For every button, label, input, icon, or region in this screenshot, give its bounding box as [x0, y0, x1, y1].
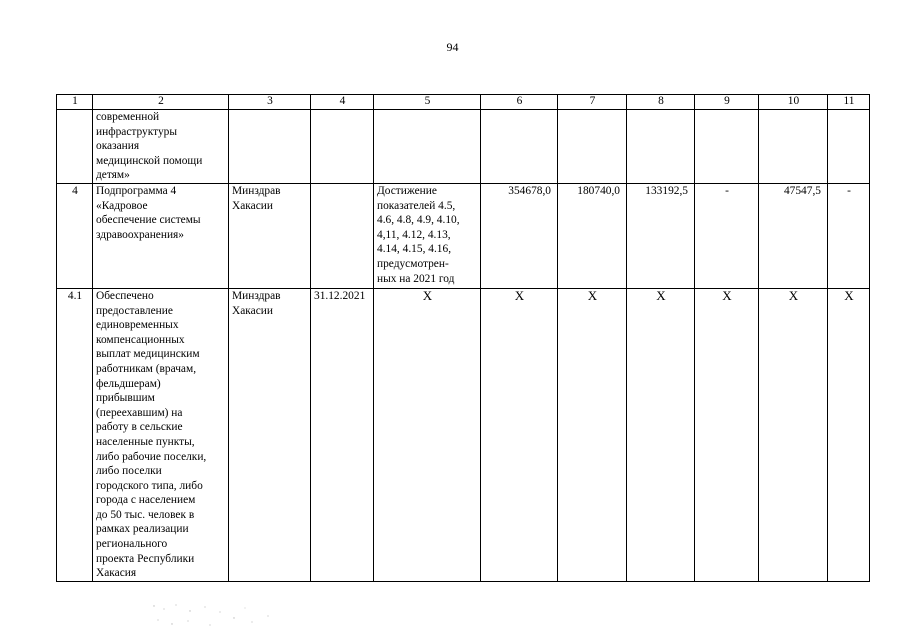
table-row	[57, 288, 870, 581]
value-cell	[759, 110, 828, 184]
value-cell	[627, 110, 695, 184]
name-cell: Обеспечено предоставление единовременных компенсационных выплат медицинским работникам (врачам, фельдшерам) прибывшим (переехавшим) на работу в сельские населенные пункты, либо рабочие поселки, либо поселки городского типа, либо города с населением до 50 тыс. человек в рамках реализации регионального проекта Республики Хакасия	[93, 288, 229, 581]
row-number-cell	[57, 110, 93, 184]
date-cell	[311, 110, 374, 184]
column-header: 3	[229, 95, 311, 110]
value-cell: 47547,5	[759, 183, 828, 288]
value-cell: Х	[558, 288, 627, 581]
executor-cell	[229, 110, 311, 184]
column-header: 1	[57, 95, 93, 110]
column-header: 10	[759, 95, 828, 110]
result-cell	[374, 110, 481, 184]
value-cell: Х	[627, 288, 695, 581]
value-cell: Х	[695, 288, 759, 581]
column-header: 4	[311, 95, 374, 110]
value-cell: Х	[374, 288, 481, 581]
date-cell	[311, 183, 374, 288]
value-cell: 354678,0	[481, 183, 558, 288]
value-cell: Х	[481, 288, 558, 581]
column-header: 7	[558, 95, 627, 110]
scan-speckle-mark	[150, 600, 280, 630]
name-cell: современной инфраструктуры оказания медицинской помощи детям»	[93, 110, 229, 184]
row-number-cell: 4	[57, 183, 93, 288]
name-cell: Подпрограмма 4 «Кадровое обеспечение системы здравоохранения»	[93, 183, 229, 288]
column-header: 8	[627, 95, 695, 110]
value-cell: 180740,0	[558, 183, 627, 288]
value-cell	[828, 110, 870, 184]
value-cell	[481, 110, 558, 184]
value-cell	[695, 110, 759, 184]
value-cell: Х	[759, 288, 828, 581]
table-header-row	[57, 95, 870, 110]
value-cell: Х	[828, 288, 870, 581]
result-cell: Достижение показателей 4.5, 4.6, 4.8, 4.9, 4.10, 4,11, 4.12, 4.13, 4.14, 4.15, 4.16, предусмотрен- ных на 2021 год	[374, 183, 481, 288]
column-header: 6	[481, 95, 558, 110]
column-header: 9	[695, 95, 759, 110]
column-header: 5	[374, 95, 481, 110]
page-number: 94	[446, 40, 459, 54]
table-row	[57, 110, 870, 184]
executor-cell: Минздрав Хакасии	[229, 183, 311, 288]
date-cell: 31.12.2021	[311, 288, 374, 581]
value-cell: -	[828, 183, 870, 288]
value-cell: -	[695, 183, 759, 288]
table-row	[57, 183, 870, 288]
executor-cell: Минздрав Хакасии	[229, 288, 311, 581]
row-number-cell: 4.1	[57, 288, 93, 581]
value-cell: 133192,5	[627, 183, 695, 288]
column-header: 2	[93, 95, 229, 110]
data-table	[56, 94, 870, 582]
value-cell	[558, 110, 627, 184]
column-header: 11	[828, 95, 870, 110]
